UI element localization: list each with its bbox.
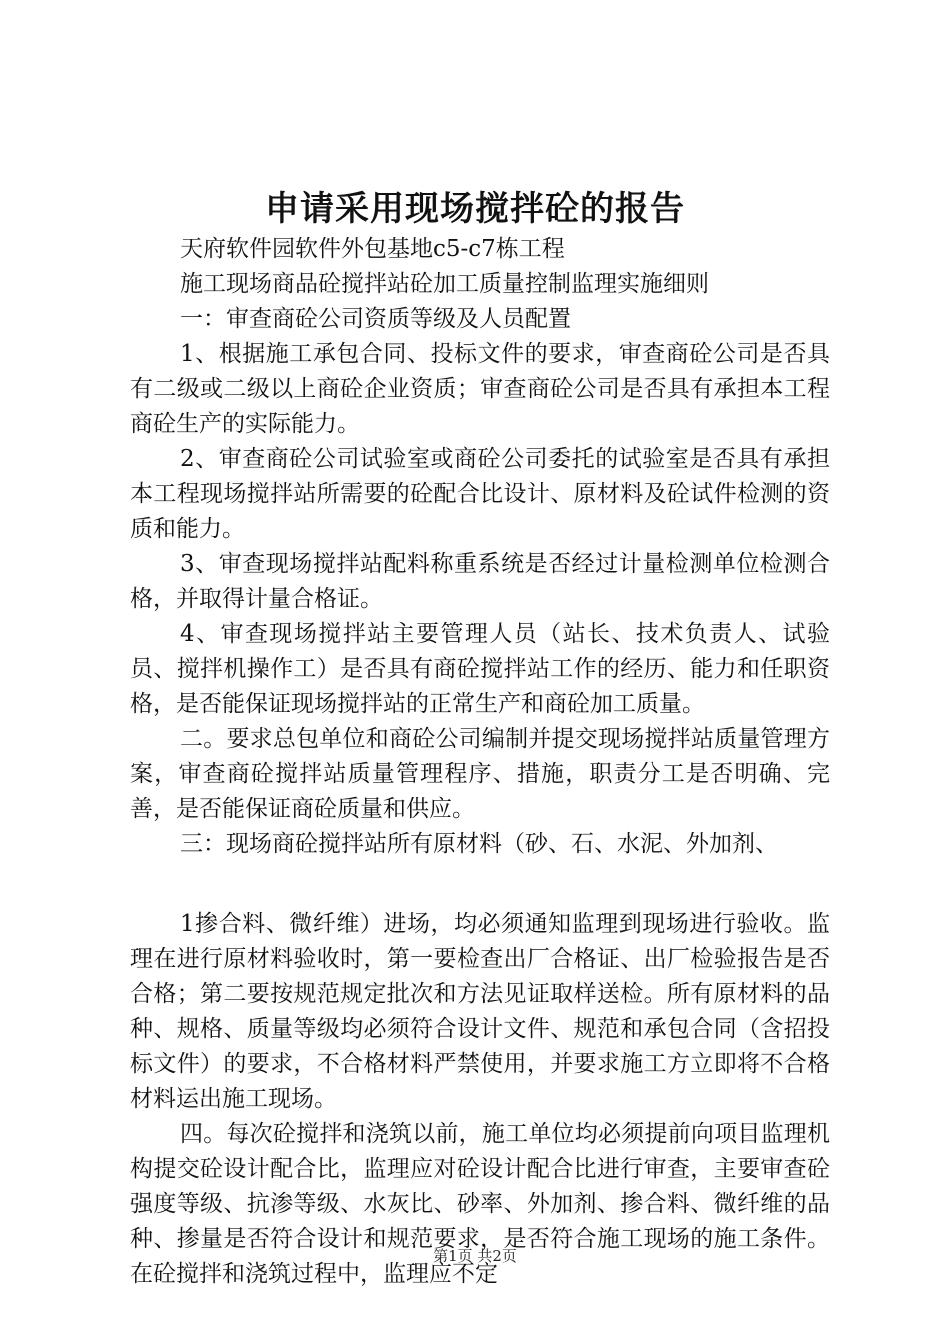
paragraph-item-4: 4、审查现场搅拌站主要管理人员（站长、技术负责人、试验员、搅拌机操作工）是否具有商砼搅拌站工作的经历、能力和任职资格，是否能保证现场搅拌站的正常生产和商砼加工质量。 bbox=[130, 621, 830, 717]
document-body bbox=[130, 232, 830, 1292]
page-break-gap bbox=[130, 862, 830, 907]
subtitle-line: 施工现场商品砼搅拌站砼加工质量控制监理实施细则 bbox=[180, 271, 709, 297]
paragraph-section-three-cont: 1掺合料、微纤维）进场，均必须通知监理到现场进行验收。监理在进行原材料验收时，第一要检查出厂合格证、出厂检验报告是否合格；第二要按规范规定批次和方法见证取样送检。所有原材料的品种、规格、质量等级均必须符合设计文件、规范和承包合同（含招投标文件）的要求，不合格材料严禁使用，并要求施工方立即将不合格材料运出施工现场。 bbox=[130, 911, 830, 1112]
paragraph-section-four: 四。每次砼搅拌和浇筑以前，施工单位均必须提前向项目监理机构提交砼设计配合比，监理应对砼设计配合比进行审查，主要审查砼强度等级、抗渗等级、水灰比、砂率、外加剂、掺合料、微纤维的品种、掺量是否符合设计和规范要求，是否符合施工现场的施工条件。在砼搅拌和浇筑过程中，监理应不定 bbox=[130, 1121, 830, 1287]
paragraph-item-3: 3、审查现场搅拌站配料称重系统是否经过计量检测单位检测合格，并取得计量合格证。 bbox=[130, 551, 830, 612]
page-footer: 第1页 共2页 bbox=[433, 1247, 517, 1265]
paragraph-item-2: 2、审查商砼公司试验室或商砼公司委托的试验室是否具有承担本工程现场搅拌站所需要的砼配合比设计、原材料及砼试件检测的资质和能力。 bbox=[130, 446, 830, 542]
paragraph-section-two: 二。要求总包单位和商砼公司编制并提交现场搅拌站质量管理方案，审查商砼搅拌站质量管理程序、措施，职责分工是否明确、完善，是否能保证商砼质量和供应。 bbox=[130, 726, 830, 822]
project-line: 天府软件园软件外包基地c5-c7栋工程 bbox=[180, 236, 565, 262]
document-title: 申请采用现场搅拌砼的报告 bbox=[265, 189, 685, 229]
paragraph-item-1: 1、根据施工承包合同、投标文件的要求，审查商砼公司是否具有二级或二级以上商砼企业资质；审查商砼公司是否具有承担本工程商砼生产的实际能力。 bbox=[130, 341, 830, 437]
section-one-heading: 一：审查商砼公司资质等级及人员配置 bbox=[180, 306, 571, 332]
paragraph-section-three-start: 三：现场商砼搅拌站所有原材料（砂、石、水泥、外加剂、 bbox=[180, 831, 778, 857]
